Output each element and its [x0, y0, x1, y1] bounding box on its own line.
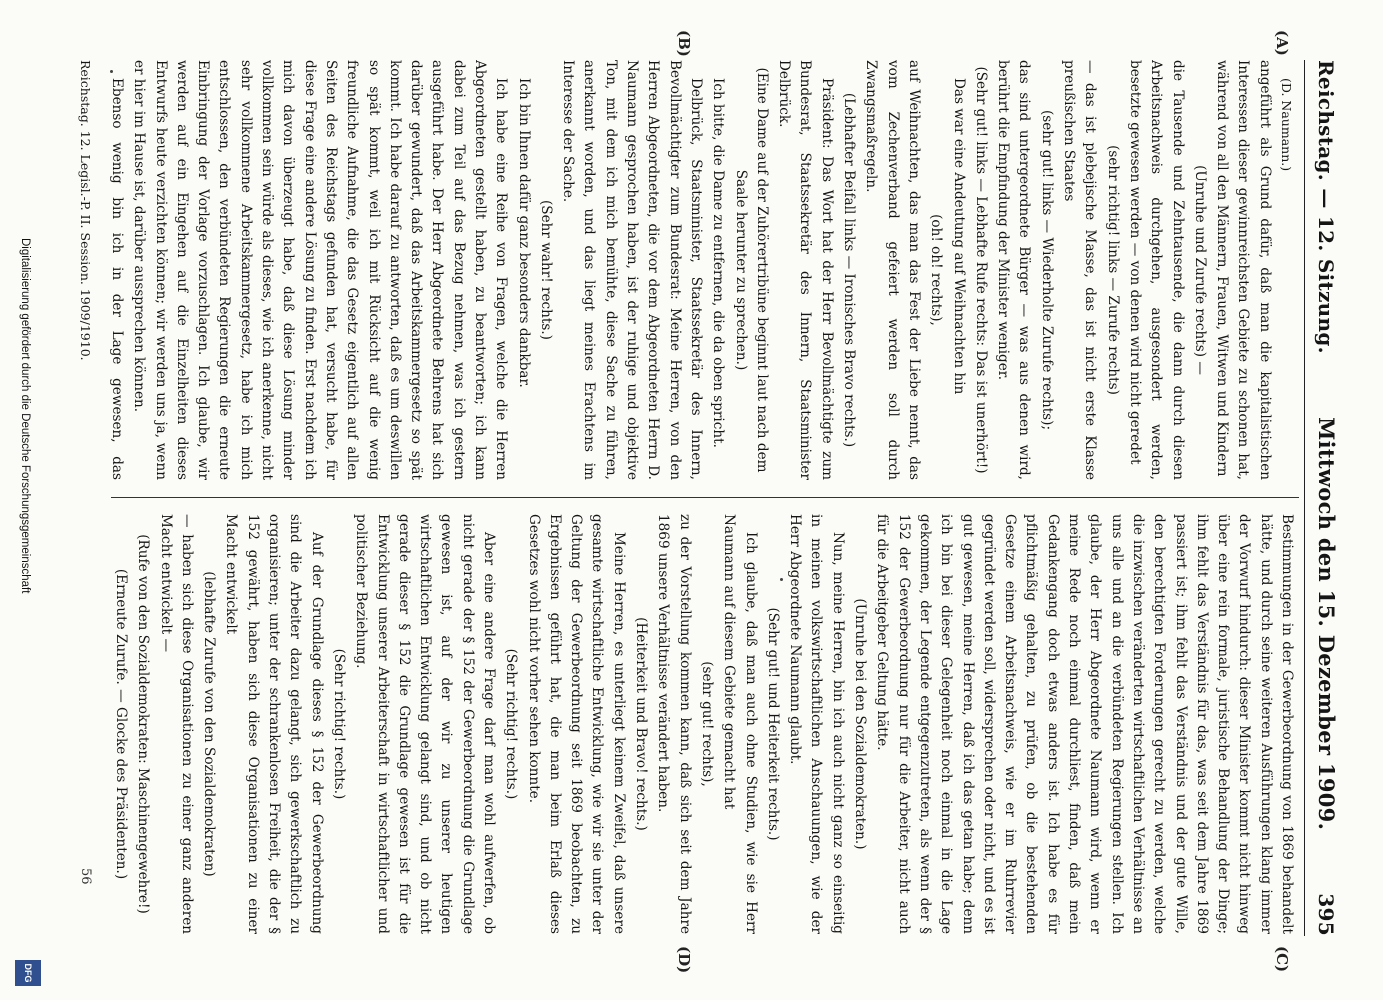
- paragraph: Auf der Grundlage dieses § 152 der Gewerbeordnung sind die Arbeiter dazu gelangt, sich gewerkschaftlich zu organisieren; unter der schrankenlosen Freiheit, die der § 152 gewährt, haben sich diese Organisationen zu einer Macht entwickelt: [223, 514, 325, 934]
- paragraph: Nun, meine Herren, bin ich auch nicht ganz so einseitig in meinen volkswirtschaftlichen Anschauungen, wie der Herr Abgeordnete Naumann glaubt.: [787, 514, 846, 934]
- interjection: (Heiterkeit und Bravo! rechts.): [633, 617, 650, 831]
- interjection: (Erneute Zurufe. — Glocke des Präsidenten.): [112, 568, 129, 880]
- footer-legislature: Reichstag. 12. Legisl.-P. II. Session. 1909/1910.: [78, 60, 93, 361]
- interjection: (Lebhafter Beifall links — Ironisches Bravo rechts.): [841, 92, 858, 448]
- interjection: (oh! oh! rechts),: [928, 214, 945, 326]
- paragraph: — das ist plebejische Masse, das ist nicht erste Klasse preußischen Staates: [1061, 60, 1099, 480]
- header-rule: [1304, 60, 1305, 936]
- paragraph: Aber eine andere Frage darf man wohl aufwerfen, ob nicht gerade der § 152 der Gewerbeordnung die Grundlage gewesen ist, auf der wir zu unserer heutigen wirtschaftlichen Entwicklung gelangt sind, und ob nicht gerade dieser § 152 die Grundlage gewesen ist für die Entwicklung unserer Arbeiterschaft in wirtschaftlicher und politischer Beziehung.: [353, 514, 498, 934]
- interjection: (Rufe von den Sozialdemokraten: Maschinengewehre!): [135, 534, 152, 914]
- margin-mark-c: (C): [1273, 946, 1291, 973]
- header-session: Reichstag. — 12. Sitzung.: [1314, 60, 1338, 354]
- interjection: (lebhafte Zurufe von den Sozialdemokraten): [201, 571, 218, 877]
- paragraph: die Tausende und Zehntausende, die dann durch diesen Arbeitsnachweis durchgehen, ausgesondert werden, besetzte gewesen werden — von denen wird nicht geredet: [1126, 60, 1186, 480]
- paragraph: zu der Vorstellung kommen kann, daß sich seit dem Jahre 1869 unsere Verhältnisse verändert haben.: [655, 514, 693, 934]
- paragraph: auf Weihnachten, das man das Fest der Liebe nennt, das vom Zechenverband gefeiert werden soll durch Zwangsmaßregeln.: [863, 60, 922, 480]
- margin-mark-b: (B): [675, 30, 693, 57]
- paragraph: Bestimmungen in der Gewerbeordnung von 1869 behandelt hätte, und durch seine weiteren Ausführungen klang immer der Vorwurf hindurch: dieser Minister kommt nicht hinweg über eine rein formale, juristische Behandlung der Dinge; ihm fehlt das Verständnis für das, was seit dem Jahre 1869 passiert ist; ihm fehlt das Verständnis und der gute Wille, den berechtigten Forderungen gerecht zu werden, welche die inzwischen veränderten wirtschaftlichen Verhältnisse an uns alle und an die verbündeten Regierungen stellen. Ich glaube, der Herr Abgeordnete Naumann wird, wenn er meine Rede noch einmal durchliest, finden, daß mein Gedankengang doch etwas anders ist. Ich habe es für pflichtmäßig gehalten, zu prüfen, ob die bestehenden Gesetze einem Arbeitsnachweis, wie er im Ruhrrevier gegründet werden soll, widersprechen oder nicht, und es ist gut gewesen, meine Herren, daß ich das getan habe; denn ich bin bei dieser Gelegenheit noch einmal in die Lage gekommen, der Legende entgegenzutreten, als wenn der § 152 der Gewerbeordnung nur für die Arbeiter, nicht auch für die Arbeitgeber Geltung hätte.: [874, 514, 1295, 934]
- margin-mark-a: (A): [1273, 30, 1291, 56]
- paragraph: angeführt als Grund dafür, daß man die kapitalistischen Interessen dieser gewinnreichsten Gebiete zu schonen hat, während von all den Männern, Frauen, Witwen und Kindern: [1214, 60, 1273, 480]
- header-date: Mittwoch den 15. Dezember 1909.: [1314, 417, 1339, 831]
- paragraph: Ebenso wenig bin ich in der Lage gewesen, das: [108, 78, 125, 480]
- paragraph: Präsident: Das Wort hat der Herr Bevollmächtigte zum Bundesrat, Staatssekretär des Innern, Staatsminister Delbrück.: [776, 60, 835, 480]
- paragraph: Ich habe eine Reihe von Fragen, welche die Herren Abgeordneten gestellt haben, zu beantworten; ich kann dabei zum Teil auf das Bezug nehmen, was ich gestern ausgeführt habe. Der Herr Abgeordnete Behrens hat sich darüber gewundert, daß das Arbeitskammergesetz so spät kommt. Ich habe darauf zu antworten, daß es um deswillen so spät kommt, weil ich mit Rücksicht auf die wenig freundliche Aufnahme, die das Gesetz eigentlich auf allen Seiten des Reichstags gefunden hat, versucht habe, für diese Frage eine andere Lösung zu finden. Erst nachdem ich mich davon überzeugt habe, daß diese Lösung minder vollkommen sein würde als dieses, wie ich anerkenne, nicht sehr vollkommene Arbeitskammergesetz, habe ich mich entschlossen, den verbündeten Regierungen die erneute Einbringung der Vorlage vorzuschlagen. Ich glaube, wir werden auf ein Eingehen auf die Einzelheiten dieses Entwurfs heute verzichten können; wir werden uns ja, wenn er hier im Hause ist, darüber aussprechen können.: [131, 60, 510, 480]
- scan-speckle: [110, 70, 113, 73]
- interjection: (Sehr richtig! rechts.): [330, 648, 347, 800]
- interjection: (Sehr gut! links — Lebhafte Rufe rechts: Das ist unerhört!): [972, 66, 989, 474]
- running-head: [1311, 60, 1339, 936]
- interjection: (Sehr wahr! rechts.): [537, 200, 554, 340]
- interjection: (Unruhe bei den Sozialdemokraten.): [852, 598, 869, 850]
- dfg-logo-icon: [15, 960, 41, 986]
- interjection: (sehr gut! links — Wiederholte Zurufe rechts);: [1038, 109, 1055, 431]
- paragraph: Meine Herren, es unterliegt keinem Zweifel, daß unsere gesamte wirtschaftliche Entwicklung, wie wir sie unter der Geltung der Gewerbeordnung seit 1869 beobachten, zu Ergebnissen geführt hat, die man beim Erlaß dieses Gesetzes wohl nicht vorher sehen konnte.: [525, 514, 627, 934]
- page-number: 395: [1314, 893, 1338, 936]
- paragraph: Das war eine Andeutung auf Weihnachten hin: [950, 78, 967, 395]
- sheet-number: 56: [78, 868, 93, 885]
- interjection: (sehr gut! rechts),: [698, 661, 715, 787]
- interjection: (Unruhe und Zurufe rechts) —: [1191, 165, 1208, 375]
- paragraph: Ich glaube, daß man auch ohne Studien, wie sie Herr Naumann auf diesem Gebiete gemacht hat: [721, 514, 759, 934]
- left-text-column: [107, 60, 1297, 480]
- margin-mark-d: (D): [675, 946, 693, 974]
- paragraph: das sind untergeordnete Bürger — was aus denen wird, berührt die Empfindung der Minister weniger.: [995, 60, 1033, 480]
- footer: [78, 60, 93, 480]
- interjection: (sehr richtig! links — Zurufe rechts): [1104, 145, 1121, 395]
- digitization-credit: Digitalisierung gefördert durch die Deutsche Forschungsgemeinschaft: [19, 238, 31, 594]
- paragraph: Ich bitte, die Dame zu entfernen, die da oben spricht.: [710, 78, 727, 448]
- column-divider: [111, 497, 1299, 498]
- paragraph: — haben sich diese Organisationen zu einer ganz anderen Macht entwickelt —: [157, 514, 195, 934]
- paragraph: Delbrück, Staatsminister, Staatssekretär des Innern, Bevollmächtigter zum Bundesrat: Meine Herren, von den Herren Abgeordneten, die vor dem Abgeordneten Herrn D. Naumann gesprochen haben, ist der ruhige und objektive Ton, mit dem ich mich bemühte, diese Sache zu führen, anerkannt worden, und das liegt meines Erachtens im Interesse der Sache.: [560, 60, 704, 480]
- paragraph: Ich bin Ihnen dafür ganz besonders dankbar.: [515, 78, 532, 388]
- interjection: (Sehr richtig! rechts.): [503, 648, 520, 800]
- scan-speckle: [780, 578, 783, 581]
- paragraph: (D. Naumann.): [1279, 78, 1294, 172]
- interjection: (Sehr gut! und Heiterkeit rechts.): [764, 607, 781, 841]
- right-text-column: [107, 514, 1297, 934]
- paragraph: [107, 514, 109, 934]
- interjection: (Eine Dame auf der Zuhörertribüne beginnt laut nach dem Saale herunter zu sprechen.): [732, 67, 770, 473]
- dfg-logo-text: DFG: [23, 963, 33, 983]
